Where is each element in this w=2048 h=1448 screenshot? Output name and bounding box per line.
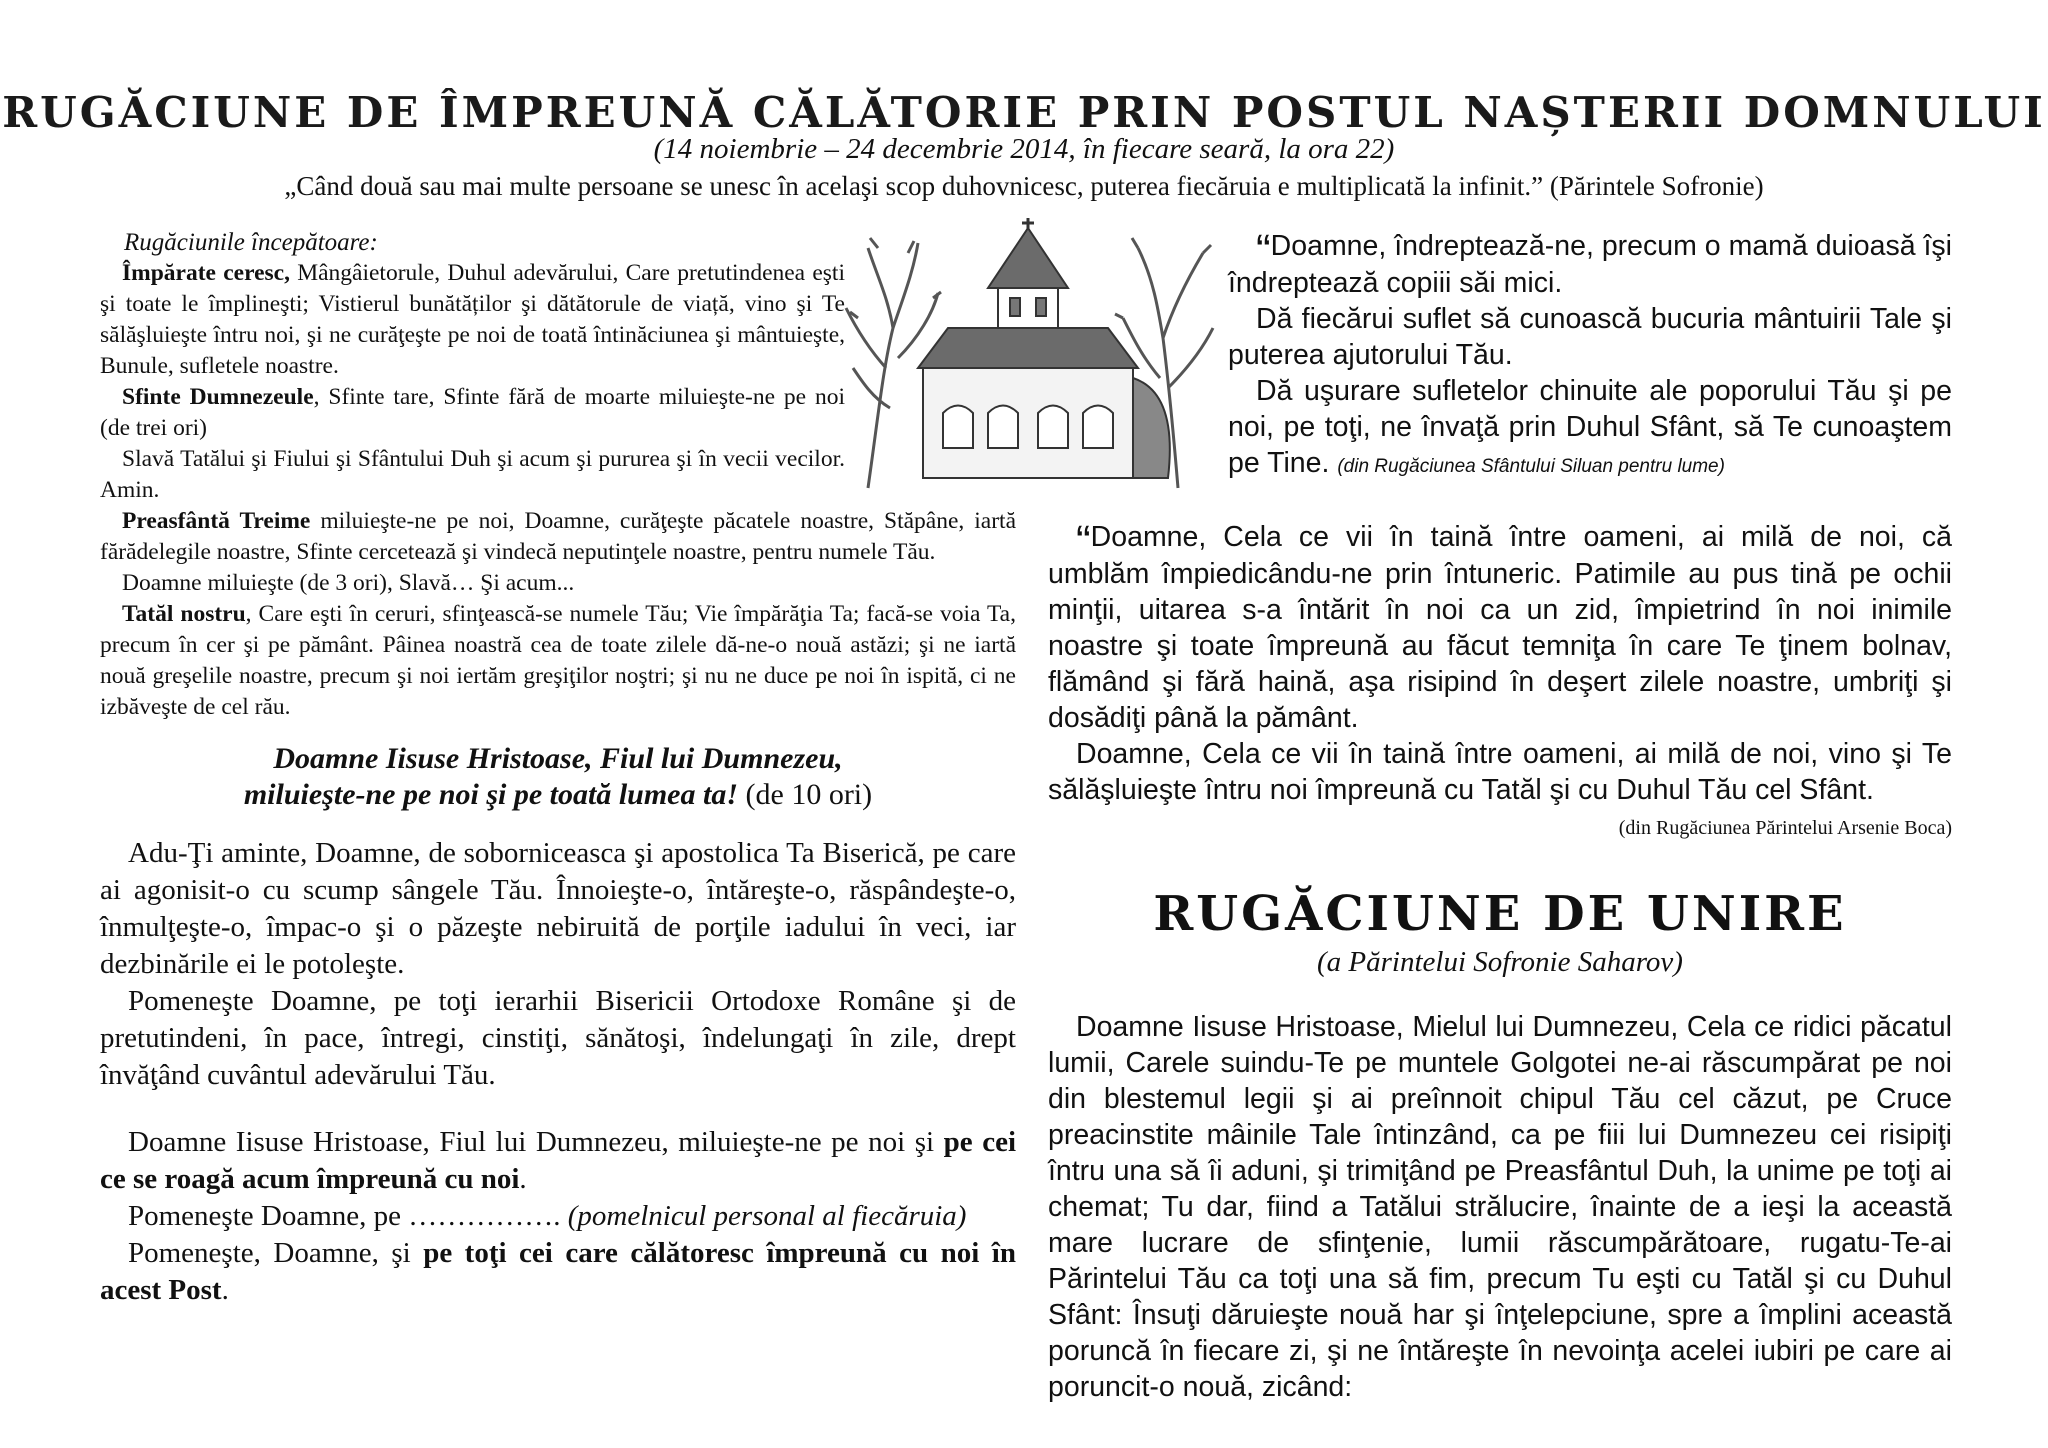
prayer-sfinte-dumnezeule: Sfinte Dumnezeule, Sfinte tare, Sfinte fără de moarte miluieşte-ne pe noi (de trei ori) <box>100 384 845 441</box>
unire-text: Doamne Iisuse Hristoase, Mielul lui Dumnezeu, Cela ce ridici păcatul lumii, Carele suindu-Te pe muntele Golgotei ne-ai răscumpărat pe noi din blestemul legii şi ai preînnoit chipul Tău cel căzut, pe Cruce preacinstite mâinile Tale întinzând, ca pe fiii lui Dumnezeu cei risipiţi întru una să îi aduni, şi trimiţând pe Preasfântul Duh, la unime pe toţi ai chemat; Tu dar, fiind a Tatălui strălucire, înainte de a ieşi la această mare lucrare de sfinţenie, lumii răscumpărătoare, rugatu-Te-ai Părintelui Tău ca toţi una să fim, precum Tu eşti cu Tatăl şi cu Duhul Sfânt: Însuţi dăruieşte nouă har şi înţelepciune, spre a împlini această poruncă în fiecare zi, şi ne întăreşte în nevoinţa acelei iubiri pe care ai poruncit-o nouă, zicând: <box>1048 1011 1952 1403</box>
opening-prayers <box>100 228 1016 723</box>
prayer-pomelnic: Pomeneşte Doamne, pe ……………. (pomelnicul personal al fiecăruia) <box>128 1200 967 1232</box>
siluan-line-2: Dă fiecărui suflet să cunoască bucuria mântuirii Tale şi puterea ajutorului Tău. <box>1228 303 1952 371</box>
page-subtitle: (14 noiembrie – 24 decembrie 2014, în fiecare seară, la ora 22) <box>653 133 1395 165</box>
main-prayers <box>100 835 1016 1309</box>
opening-prayers-intro: Rugăciunile începătoare: <box>124 229 378 256</box>
prayer-doamne-miluieste: Doamne miluieşte (de 3 ori), Slavă… Şi acum... <box>122 570 575 596</box>
unire-subtitle: (a Părintelui Sofronie Saharov) <box>1317 946 1683 978</box>
siluan-prayer <box>1228 228 1952 485</box>
arsenie-source: (din Rugăciunea Părintelui Arsenie Boca) <box>1618 817 1952 839</box>
prayer-imparate-ceresc: Împărate ceresc, Mângâietorule, Duhul adevărului, Care pretutindenea eşti şi toate le împlineşti; Vistierul bunătăților şi dătătorule de viață, vino şi Te sălăşluieşte întru noi, şi ne curăţeşte pe noi de toată întinăciunea şi mântuieşte, Bunule, sufletele noastre. <box>100 260 845 379</box>
siluan-line-3: Dă uşurare sufletelor chinuite ale poporului Tău şi pe noi, pe toţi, ne învaţă prin Duhul Sfânt, să Te cunoaştem pe Tine. (din Rugăciunea Sfântului Siluan pentru lume) <box>1228 375 1952 479</box>
prayer-tatal-nostru: Tatăl nostru, Care eşti în ceruri, sfinţească-se numele Tău; Vie împărăţia Ta; facă-se voia Ta, precum în cer şi pe pământ. Pâinea noastră cea de toate zilele dă-ne-o nouă astăzi; şi ne iartă nouă greşelile noastre, precum şi noi iertăm greşiţilor noştri; şi nu ne duce pe noi în ispită, ci ne izbăveşte de cel rău. <box>100 601 1016 720</box>
prayer-adu-ti-aminte: Adu-Ţi aminte, Doamne, de soborniceasca şi apostolica Ta Biserică, pe care ai agonisit-o cu scump sângele Tău. Înnoieşte-o, întăreşte-o, răspândeşte-o, înmulţeşte-o, împac-o şi o păzeşte nebiruită de porţile iadului în veci, iar dezbinările ei le potoleşte. <box>100 837 1016 980</box>
prayer-pomeneste-ierarhii: Pomeneşte Doamne, pe toţi ierarhii Bisericii Ortodoxe Române şi de pretutindeni, în pace, întregi, cinstiţi, sănătoşi, îndelungaţi în zile, drept învăţând cuvântul adevărului Tău. <box>100 985 1016 1091</box>
arsenie-prayer <box>1048 519 1952 846</box>
unire-title: RUGĂCIUNE DE UNIRE <box>1153 886 1847 942</box>
jesus-prayer: Doamne Iisuse Hristoase, Fiul lui Dumnezeu, miluieşte-ne pe noi şi pe toată lumea ta! (de 10 ori) <box>243 742 873 811</box>
arsenie-line-1: “Doamne, Cela ce vii în taină între oameni, ai milă de noi, că umblăm împiedicându-ne prin întuneric. Patimile au pus tină pe ochii minţii, uitarea s-a întărit în noi ca un zid, împietrind în noi inimile noastre şi toate împreună au făcut temniţa în care Te ţinem bolnav, flămând şi fără haină, aşa risipind în deşert zilele noastre, umbriţi şi dosădiţi până la pământ. <box>1048 517 1952 734</box>
header-quote: „Când două sau mai multe persoane se unesc în acelaşi scop duhovnicesc, puterea fiecăruia e multiplicată la infinit.” (Părintele Sofronie) <box>284 171 1764 201</box>
prayer-cei-ce-se-roaga: Doamne Iisuse Hristoase, Fiul lui Dumnezeu, miluieşte-ne pe noi şi pe cei ce se roagă acum împreună cu noi. <box>100 1126 1017 1195</box>
prayer-slava: Slavă Tatălui şi Fiului şi Sfântului Duh şi acum şi pururea şi în vecii vecilor. Amin. <box>100 446 845 503</box>
siluan-source: (din Rugăciunea Sfântului Siluan pentru lume) <box>1337 456 1725 477</box>
prayer-calatori: Pomeneşte, Doamne, şi pe toţi cei care călătoresc împreună cu noi în acest Post. <box>100 1237 1016 1306</box>
unire-prayer <box>1048 1009 1952 1405</box>
prayer-preasfanta-treime: Preasfântă Treime miluieşte-ne pe noi, Doamne, curăţeşte păcatele noastre, Stăpâne, iartă fărădelegile noastre, Sfinte cercetează şi vindecă neputinţele noastre, pentru numele Tău. <box>100 508 1016 565</box>
left-column <box>100 228 1016 1309</box>
right-column <box>1048 228 1952 1405</box>
siluan-line-1: “Doamne, îndreptează-ne, precum o mamă duioasă îşi îndreptează copiii săi mici. <box>1228 226 1952 299</box>
page-title: RUGĂCIUNE DE ÎMPREUNĂ CĂLĂTORIE PRIN POSTUL NAȘTERII DOMNULUI <box>2 88 2046 137</box>
arsenie-line-2: Doamne, Cela ce vii în taină între oameni, ai milă de noi, vino şi Te sălăşluieşte întru noi împreună cu Tatăl şi cu Duhul Tău cel Sfânt. <box>1048 738 1952 806</box>
